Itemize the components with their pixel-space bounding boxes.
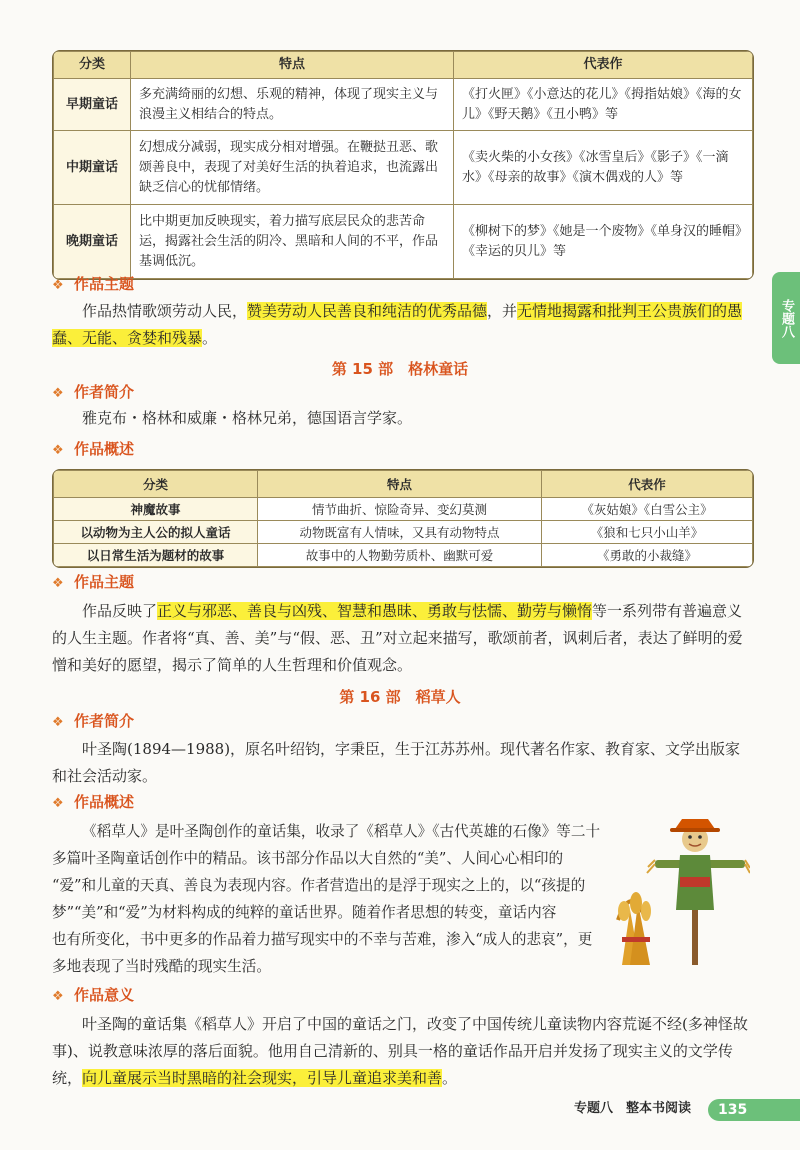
author-paragraph: 雅克布・格林和威廉・格林兄弟，德国语言学家。 <box>82 409 413 427</box>
diamond-icon: ❖ <box>52 443 64 458</box>
table-cell-works: 《柳树下的梦》《她是一个废物》《单身汉的睡帽》《幸运的贝儿》等 <box>454 205 753 279</box>
table-cell-category: 早期童话 <box>54 79 131 131</box>
summary-line: 多篇叶圣陶童话创作中的精品。该书部分作品以大自然的“美”、人间心心相印的 <box>52 850 564 867</box>
summary-line: “爱”和儿童的天真、善良为表现内容。作者营造出的是浮于现实之上的，以“孩提的 <box>52 877 586 894</box>
table-cell-category: 以动物为主人公的拟人童话 <box>54 521 258 544</box>
table-header: 分类 <box>54 471 258 498</box>
part-title: 第 15 部 格林童话 <box>331 360 469 378</box>
table-cell-works: 《灰姑娘》《白雪公主》 <box>542 498 753 521</box>
table-cell-features: 故事中的人物勤劳质朴、幽默可爱 <box>258 544 542 567</box>
table-cell-features: 比中期更加反映现实，着力描写底层民众的悲苦命运，揭露社会生活的阴冷、黑暗和人间的不平，作品基调低沉。 <box>131 205 454 279</box>
summary-line: 也有所变化，书中更多的作品着力描写现实中的不幸与苦难，渗入“成人的悲哀”，更 <box>52 931 593 948</box>
diamond-icon: ❖ <box>52 386 64 401</box>
grimm-category-table <box>52 469 754 568</box>
summary-line: 多地表现了当时残酷的现实生活。 <box>52 958 271 975</box>
table-cell-features: 情节曲折、惊险奇异、变幻莫测 <box>258 498 542 521</box>
summary-line: 梦”“美”和“爱”为材料构成的纯粹的童话世界。随着作者思想的转变，童话内容 <box>52 904 557 921</box>
table-cell-works: 《卖火柴的小女孩》《冰雪皇后》《影子》《一滴水》《母亲的故事》《演木偶戏的人》等 <box>454 131 753 205</box>
scarecrow-illustration <box>600 815 750 965</box>
table-header: 代表作 <box>454 52 753 79</box>
side-tab: 专题八 <box>772 272 800 364</box>
section-heading: ❖ 作品主题 <box>52 571 134 593</box>
author-paragraph: 叶圣陶(1894—1988)，原名叶绍钧，字秉臣，生于江苏苏州。现代著名作家、教育家、文学出版家和社会活动家。 <box>52 740 741 785</box>
diamond-icon: ❖ <box>52 715 64 730</box>
section-heading: ❖ 作品主题 <box>52 273 134 295</box>
table-cell-category: 晚期童话 <box>54 205 131 279</box>
table-header: 代表作 <box>542 471 753 498</box>
page-number: 135 <box>708 1099 800 1121</box>
wheat-bundle <box>618 892 651 965</box>
summary-line: 《稻草人》是叶圣陶创作的童话集，收录了《稻草人》《古代英雄的石像》等二十 <box>82 823 601 840</box>
section-heading: ❖ 作品概述 <box>52 438 134 460</box>
theme-paragraph: 作品反映了正义与邪恶、善良与凶残、智慧和愚昧、勇敢与怯懦、勤劳与懒惰等一系列带有普遍意义的人生主题。作者将“真、善、美”与“假、恶、丑”对立起来描写，歌颂前者，讽刺后者，表达了鲜明的爱憎和美好的愿望，揭示了简单的人生哲理和价值观念。 <box>52 602 743 674</box>
table-cell-works: 《狼和七只小山羊》 <box>542 521 753 544</box>
diamond-icon: ❖ <box>52 989 64 1004</box>
diamond-icon: ❖ <box>52 796 64 811</box>
table-cell-category: 神魔故事 <box>54 498 258 521</box>
andersen-period-table <box>52 50 754 280</box>
table-header: 分类 <box>54 52 131 79</box>
section-heading: ❖ 作者简介 <box>52 381 134 403</box>
table-cell-works: 《勇敢的小裁缝》 <box>542 544 753 567</box>
table-cell-features: 幻想成分减弱，现实成分相对增强。在鞭挞丑恶、歌颂善良中，表现了对美好生活的执着追求，也流露出缺乏信心的忧郁情绪。 <box>131 131 454 205</box>
section-heading: ❖ 作者简介 <box>52 710 134 732</box>
section-heading: ❖ 作品概述 <box>52 791 134 813</box>
table-header: 特点 <box>131 52 454 79</box>
table-header: 特点 <box>258 471 542 498</box>
table-cell-category: 中期童话 <box>54 131 131 205</box>
scarecrow <box>647 819 750 965</box>
section-heading: ❖ 作品意义 <box>52 984 134 1006</box>
part-title: 第 16 部 稻草人 <box>339 688 461 706</box>
diamond-icon: ❖ <box>52 576 64 591</box>
table-cell-category: 以日常生活为题材的故事 <box>54 544 258 567</box>
table-cell-works: 《打火匣》《小意达的花儿》《拇指姑娘》《海的女儿》《野天鹅》《丑小鸭》等 <box>454 79 753 131</box>
meaning-paragraph: 叶圣陶的童话集《稻草人》开启了中国的童话之门，改变了中国传统儿童读物内容荒诞不经(多神怪故事)、说教意味浓厚的落后面貌。他用自己清新的、别具一格的童话作品开启并发扬了现实主义的文学传统，向儿童展示当时黑暗的社会现实，引导儿童追求美和善。 <box>52 1015 748 1087</box>
footer-label: 专题八 整本书阅读 <box>574 1101 692 1116</box>
theme-paragraph: 作品热情歌颂劳动人民，赞美劳动人民善良和纯洁的优秀品德，并无情地揭露和批判王公贵族们的愚蠢、无能、贪婪和残暴。 <box>52 302 743 347</box>
table-cell-features: 动物既富有人情味，又具有动物特点 <box>258 521 542 544</box>
table-cell-features: 多充满绮丽的幻想、乐观的精神，体现了现实主义与浪漫主义相结合的特点。 <box>131 79 454 131</box>
diamond-icon: ❖ <box>52 278 64 293</box>
